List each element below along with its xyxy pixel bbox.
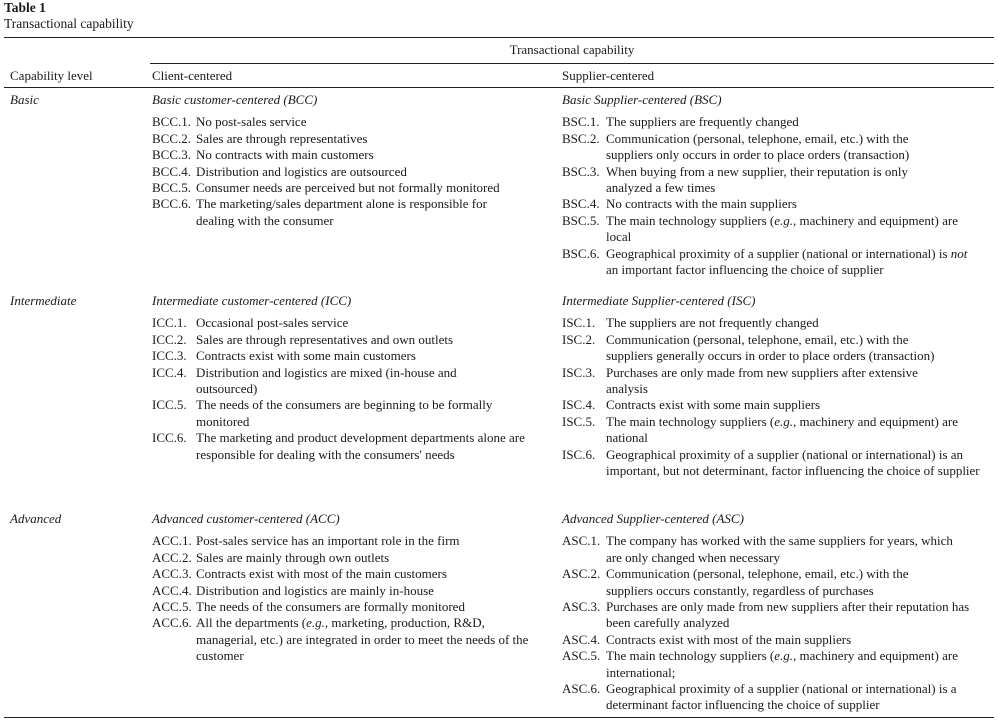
client-column-header: Client-centered <box>152 68 233 83</box>
item-code: ACC.6. <box>152 615 192 631</box>
item-text: No contracts with the main suppliers <box>606 196 797 212</box>
item-code: BSC.6. <box>562 245 600 261</box>
list-item <box>152 348 552 364</box>
item-text: The main technology suppliers (e.g., machinery and equipment) are national <box>606 413 958 446</box>
list-item <box>152 365 552 398</box>
item-text: Sales are through representatives and own outlets <box>196 331 454 347</box>
item-text: The marketing/sales department alone is responsible for dealing with the consumer <box>196 196 487 228</box>
list-item <box>152 566 552 582</box>
item-code: ASC.4. <box>562 631 601 647</box>
item-text: Communication (personal, telephone, email, etc.) with the suppliers only occurs in order to place orders (transaction) <box>606 130 910 163</box>
item-code: BSC.4. <box>562 196 600 212</box>
item-text: The needs of the consumers are formally monitored <box>196 599 465 615</box>
list-item <box>152 332 552 348</box>
item-text: Contracts exist with some main suppliers <box>606 397 821 413</box>
item-code: ASC.2. <box>562 566 601 582</box>
list-item <box>562 114 992 130</box>
item-code: ISC.1. <box>562 315 596 331</box>
group-title: Basic Supplier-centered (BSC) <box>562 92 722 107</box>
table-title: Transactional capability <box>4 16 134 32</box>
list-item <box>562 315 992 331</box>
list-item <box>152 164 552 180</box>
span-header: Transactional capability <box>509 42 635 57</box>
item-text: Contracts exist with some main customers <box>196 348 416 364</box>
list-item <box>562 332 992 365</box>
item-text: Distribution and logistics are mixed (in-house and outsourced) <box>196 364 457 397</box>
item-code: ACC.4. <box>152 582 192 598</box>
list-item <box>152 315 552 331</box>
item-code: BCC.1. <box>152 114 192 130</box>
item-text: Post-sales service has an important role in the firm <box>196 533 460 549</box>
list-item <box>562 414 992 447</box>
item-code: ACC.1. <box>152 533 192 549</box>
level-advanced: Advanced <box>10 511 62 526</box>
list-item <box>152 180 552 196</box>
group-title: Intermediate Supplier-centered (ISC) <box>562 293 756 308</box>
list-item <box>562 632 992 648</box>
item-code: BCC.3. <box>152 147 192 163</box>
group-title: Advanced Supplier-centered (ASC) <box>562 511 744 526</box>
item-code: BSC.2. <box>562 130 600 146</box>
level-column-header: Capability level <box>10 68 93 83</box>
list-item <box>562 566 992 599</box>
item-code: BCC.2. <box>152 130 192 146</box>
item-code: ISC.4. <box>562 397 596 413</box>
item-text: Purchases are only made from new suppliers after their reputation has been carefully analyzed <box>606 599 970 631</box>
item-text: Geographical proximity of a supplier (national or international) is an important, but not determinant, factor influencing the choice of supplier <box>606 446 980 479</box>
list-item <box>152 533 552 549</box>
item-text: The needs of the consumers are beginning to be formally monitored <box>196 397 493 429</box>
list-item <box>152 550 552 566</box>
item-code: ISC.6. <box>562 446 596 462</box>
item-text: No contracts with main customers <box>196 147 374 163</box>
client-group-advanced <box>152 511 552 665</box>
list-item <box>562 246 992 279</box>
item-text: Distribution and logistics are outsourced <box>196 163 407 179</box>
item-text: No post-sales service <box>196 114 307 130</box>
list-item <box>562 164 992 197</box>
item-text: The suppliers are frequently changed <box>606 114 799 130</box>
supplier-column-header: Supplier-centered <box>562 68 655 83</box>
header-bottom-rule <box>4 87 994 88</box>
list-item <box>562 196 992 212</box>
list-item <box>152 131 552 147</box>
item-code: ACC.2. <box>152 549 192 565</box>
item-text: Geographical proximity of a supplier (national or international) is a determinant factor influencing the choice of supplier <box>606 681 957 713</box>
table-number: Table 1 <box>4 0 46 15</box>
supplier-group-advanced <box>562 511 992 714</box>
item-text: Consumer needs are perceived but not formally monitored <box>196 180 500 196</box>
item-code: BSC.1. <box>562 114 600 130</box>
item-text: The suppliers are not frequently changed <box>606 315 819 331</box>
item-code: ICC.2. <box>152 331 187 347</box>
item-code: BSC.5. <box>562 212 600 228</box>
item-text: The main technology suppliers (e.g., machinery and equipment) are local <box>606 212 958 245</box>
list-item <box>152 430 552 463</box>
item-code: ASC.6. <box>562 681 601 697</box>
item-text: Geographical proximity of a supplier (national or international) is not an important factor influencing the choice of supplier <box>606 245 968 278</box>
item-code: BCC.4. <box>152 163 192 179</box>
span-header-rule <box>150 63 994 64</box>
client-group-intermediate <box>152 293 552 463</box>
list-item <box>562 131 992 164</box>
item-code: BSC.3. <box>562 163 600 179</box>
list-item <box>562 648 992 681</box>
list-item <box>152 114 552 130</box>
item-code: ICC.5. <box>152 397 187 413</box>
supplier-group-intermediate <box>562 293 992 479</box>
item-text: Contracts exist with most of the main suppliers <box>606 631 852 647</box>
list-item <box>152 583 552 599</box>
client-group-basic <box>152 92 552 229</box>
list-item <box>562 447 992 480</box>
item-code: ASC.3. <box>562 599 601 615</box>
item-text: Sales are through representatives <box>196 130 368 146</box>
item-text: All the departments (e.g., marketing, production, R&D, managerial, etc.) are integrated in order to meet the needs of the customer <box>196 615 529 664</box>
level-basic: Basic <box>10 92 39 107</box>
level-intermediate: Intermediate <box>10 293 77 308</box>
list-item <box>562 397 992 413</box>
item-text: When buying from a new supplier, their reputation is only analyzed a few times <box>606 163 909 196</box>
table-bottom-rule <box>4 717 994 718</box>
list-item <box>562 533 992 566</box>
item-text: The marketing and product development departments alone are responsible for dealing with the consumers' needs <box>196 430 525 462</box>
item-code: ICC.6. <box>152 430 187 446</box>
item-text: Occasional post-sales service <box>196 315 349 331</box>
item-text: Distribution and logistics are mainly in-house <box>196 582 434 598</box>
table-caption <box>4 0 134 33</box>
item-text: Sales are mainly through own outlets <box>196 549 390 565</box>
list-item <box>152 615 552 664</box>
supplier-group-basic <box>562 92 992 278</box>
item-text: The main technology suppliers (e.g., machinery and equipment) are international; <box>606 648 958 680</box>
item-code: ISC.2. <box>562 331 596 347</box>
list-item <box>562 599 992 632</box>
item-code: ACC.5. <box>152 599 192 615</box>
item-code: ASC.5. <box>562 648 601 664</box>
item-code: ASC.1. <box>562 533 601 549</box>
item-code: ACC.3. <box>152 566 192 582</box>
list-item <box>562 681 992 714</box>
item-code: BCC.6. <box>152 196 192 212</box>
item-code: BCC.5. <box>152 180 192 196</box>
list-item <box>152 196 552 229</box>
list-item <box>562 365 992 398</box>
item-text: Communication (personal, telephone, email, etc.) with the suppliers generally occurs in order to place orders (transaction) <box>606 331 935 364</box>
item-text: Purchases are only made from new suppliers after extensive analysis <box>606 364 918 397</box>
item-code: ICC.4. <box>152 364 187 380</box>
item-code: ICC.3. <box>152 348 187 364</box>
group-title: Basic customer-centered (BCC) <box>152 92 318 107</box>
group-title: Advanced customer-centered (ACC) <box>152 511 340 526</box>
item-code: ISC.3. <box>562 364 596 380</box>
item-text: Communication (personal, telephone, email, etc.) with the suppliers occurs constantly, regardless of purchases <box>606 566 909 598</box>
list-item <box>562 213 992 246</box>
table-top-rule <box>4 37 994 38</box>
list-item <box>152 147 552 163</box>
list-item <box>152 599 552 615</box>
list-item <box>152 397 552 430</box>
item-code: ISC.5. <box>562 413 596 429</box>
item-code: ICC.1. <box>152 315 187 331</box>
item-text: The company has worked with the same suppliers for years, which are only changed when necessary <box>606 533 953 565</box>
group-title: Intermediate customer-centered (ICC) <box>152 293 352 308</box>
item-text: Contracts exist with most of the main customers <box>196 566 447 582</box>
